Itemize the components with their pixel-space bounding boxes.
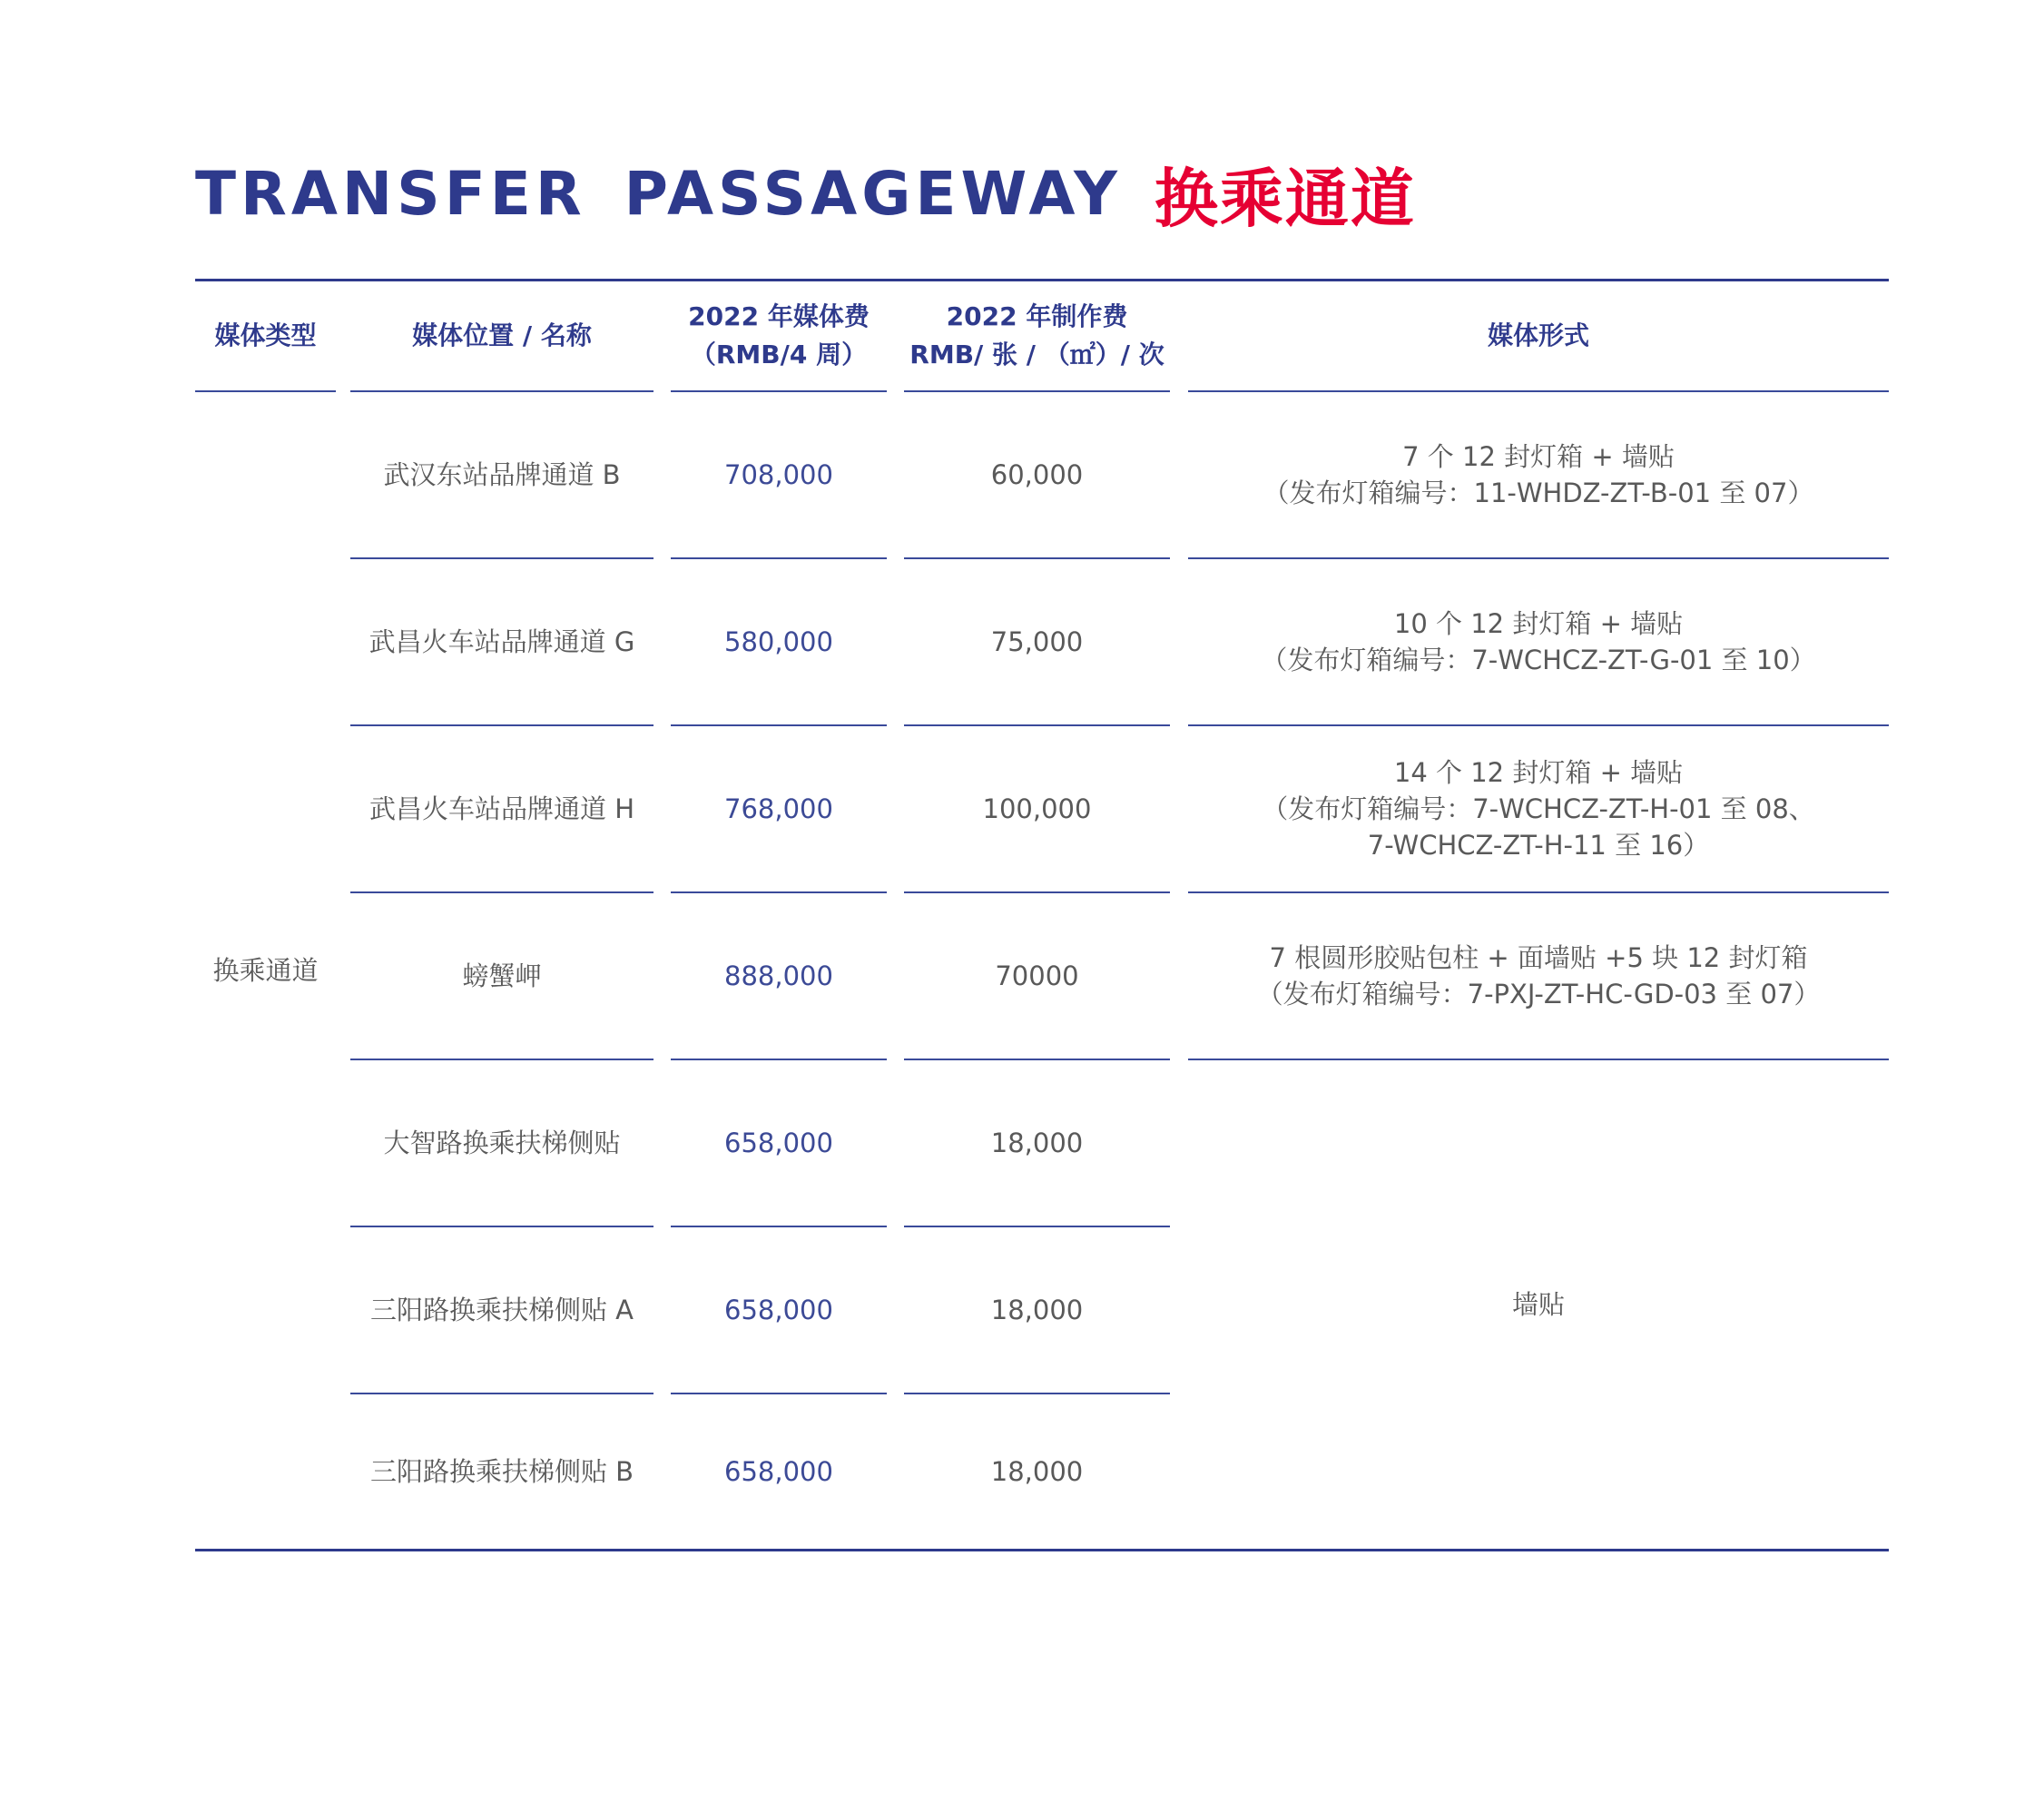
media-fee-value: 658,000 bbox=[724, 1128, 833, 1158]
table-row-media-fee bbox=[671, 392, 887, 557]
form-line: （发布灯箱编号：7-PXJ-ZT-HC-GD-03 至 07） bbox=[1256, 979, 1821, 1009]
form-line: 7-WCHCZ-ZT-H-11 至 16） bbox=[1367, 830, 1710, 861]
header-media-type bbox=[195, 281, 336, 390]
table-row-location bbox=[350, 392, 653, 557]
table-row-media-fee bbox=[671, 1227, 887, 1393]
production-fee-value: 18,000 bbox=[990, 1456, 1084, 1487]
table-row-production-fee bbox=[904, 392, 1170, 557]
page-title bbox=[195, 153, 1416, 234]
header-media-form-label: 媒体形式 bbox=[1487, 320, 1589, 350]
table-row-location bbox=[350, 893, 653, 1059]
header-production-fee-line2: RMB/ 张 / （㎡）/ 次 bbox=[909, 340, 1164, 369]
header-media-location-label: 媒体位置 / 名称 bbox=[412, 320, 592, 350]
form-line: （发布灯箱编号：7-WCHCZ-ZT-G-01 至 10） bbox=[1261, 645, 1816, 675]
table-row-production-fee bbox=[904, 1060, 1170, 1226]
page-title-english: TRANSFER PASSAGEWAY bbox=[195, 158, 1122, 229]
media-fee-value: 708,000 bbox=[724, 459, 833, 490]
media-fee-value: 658,000 bbox=[724, 1456, 833, 1487]
table-row-production-fee bbox=[904, 1394, 1170, 1549]
form-line: 14 个 12 封灯箱 + 墙贴 bbox=[1393, 757, 1684, 788]
location-text: 武昌火车站品牌通道 G bbox=[369, 626, 635, 657]
table-row-production-fee bbox=[904, 1227, 1170, 1393]
location-text: 螃蟹岬 bbox=[462, 960, 542, 991]
header-media-fee-line1: 2022 年媒体费 bbox=[688, 301, 870, 331]
production-fee-value: 100,000 bbox=[982, 793, 1092, 824]
media-fee-value: 888,000 bbox=[724, 960, 833, 991]
table-row-location bbox=[350, 1227, 653, 1393]
table-row-form bbox=[1188, 392, 1889, 557]
table-row-form bbox=[1188, 893, 1889, 1059]
table-row-production-fee bbox=[904, 893, 1170, 1059]
table-row-location bbox=[350, 1060, 653, 1226]
table-row-location bbox=[350, 559, 653, 724]
table-row-location bbox=[350, 1394, 653, 1549]
header-media-location bbox=[350, 281, 653, 390]
location-text: 三阳路换乘扶梯侧贴 A bbox=[369, 1295, 634, 1325]
header-media-fee-line2: （RMB/4 周） bbox=[690, 340, 868, 369]
table-row-media-fee bbox=[671, 559, 887, 724]
header-media-fee bbox=[671, 281, 887, 390]
location-text: 武汉东站品牌通道 B bbox=[383, 459, 621, 490]
form-line: （发布灯箱编号：11-WHDZ-ZT-B-01 至 07） bbox=[1263, 478, 1814, 508]
media-fee-value: 658,000 bbox=[724, 1295, 833, 1325]
media-fee-value: 580,000 bbox=[724, 626, 833, 657]
form-line: 7 个 12 封灯箱 + 墙贴 bbox=[1402, 441, 1675, 472]
header-production-fee-line1: 2022 年制作费 bbox=[946, 301, 1128, 331]
table-row-form bbox=[1188, 726, 1889, 891]
table-row-media-fee bbox=[671, 1060, 887, 1226]
media-type-value: 换乘通道 bbox=[212, 955, 319, 986]
merged-form-value: 墙贴 bbox=[1511, 1289, 1565, 1320]
production-fee-value: 60,000 bbox=[990, 459, 1084, 490]
production-fee-value: 70000 bbox=[995, 960, 1079, 991]
production-fee-value: 18,000 bbox=[990, 1295, 1084, 1325]
header-media-form bbox=[1188, 281, 1889, 390]
table-row-production-fee bbox=[904, 726, 1170, 891]
form-line: 10 个 12 封灯箱 + 墙贴 bbox=[1393, 608, 1684, 639]
production-fee-value: 18,000 bbox=[990, 1128, 1084, 1158]
media-type-cell bbox=[195, 392, 336, 1549]
table-row-form bbox=[1188, 559, 1889, 724]
table-row-location bbox=[350, 726, 653, 891]
header-production-fee bbox=[904, 281, 1170, 390]
location-text: 武昌火车站品牌通道 H bbox=[369, 793, 635, 824]
table-row-media-fee bbox=[671, 1394, 887, 1549]
merged-form-cell bbox=[1188, 1060, 1889, 1549]
header-media-type-label: 媒体类型 bbox=[214, 320, 317, 350]
table-row-media-fee bbox=[671, 893, 887, 1059]
table-row-production-fee bbox=[904, 559, 1170, 724]
media-fee-value: 768,000 bbox=[724, 793, 833, 824]
form-line: （发布灯箱编号：7-WCHCZ-ZT-H-01 至 08、 bbox=[1262, 793, 1815, 824]
table-row-media-fee bbox=[671, 726, 887, 891]
location-text: 大智路换乘扶梯侧贴 bbox=[383, 1128, 621, 1158]
page-title-chinese: 换乘通道 bbox=[1154, 161, 1416, 236]
table-bottom-rule bbox=[195, 1549, 1889, 1551]
form-line: 7 根圆形胶贴包柱 + 面墙贴 +5 块 12 封灯箱 bbox=[1269, 942, 1808, 973]
production-fee-value: 75,000 bbox=[990, 626, 1084, 657]
location-text: 三阳路换乘扶梯侧贴 B bbox=[369, 1456, 634, 1487]
